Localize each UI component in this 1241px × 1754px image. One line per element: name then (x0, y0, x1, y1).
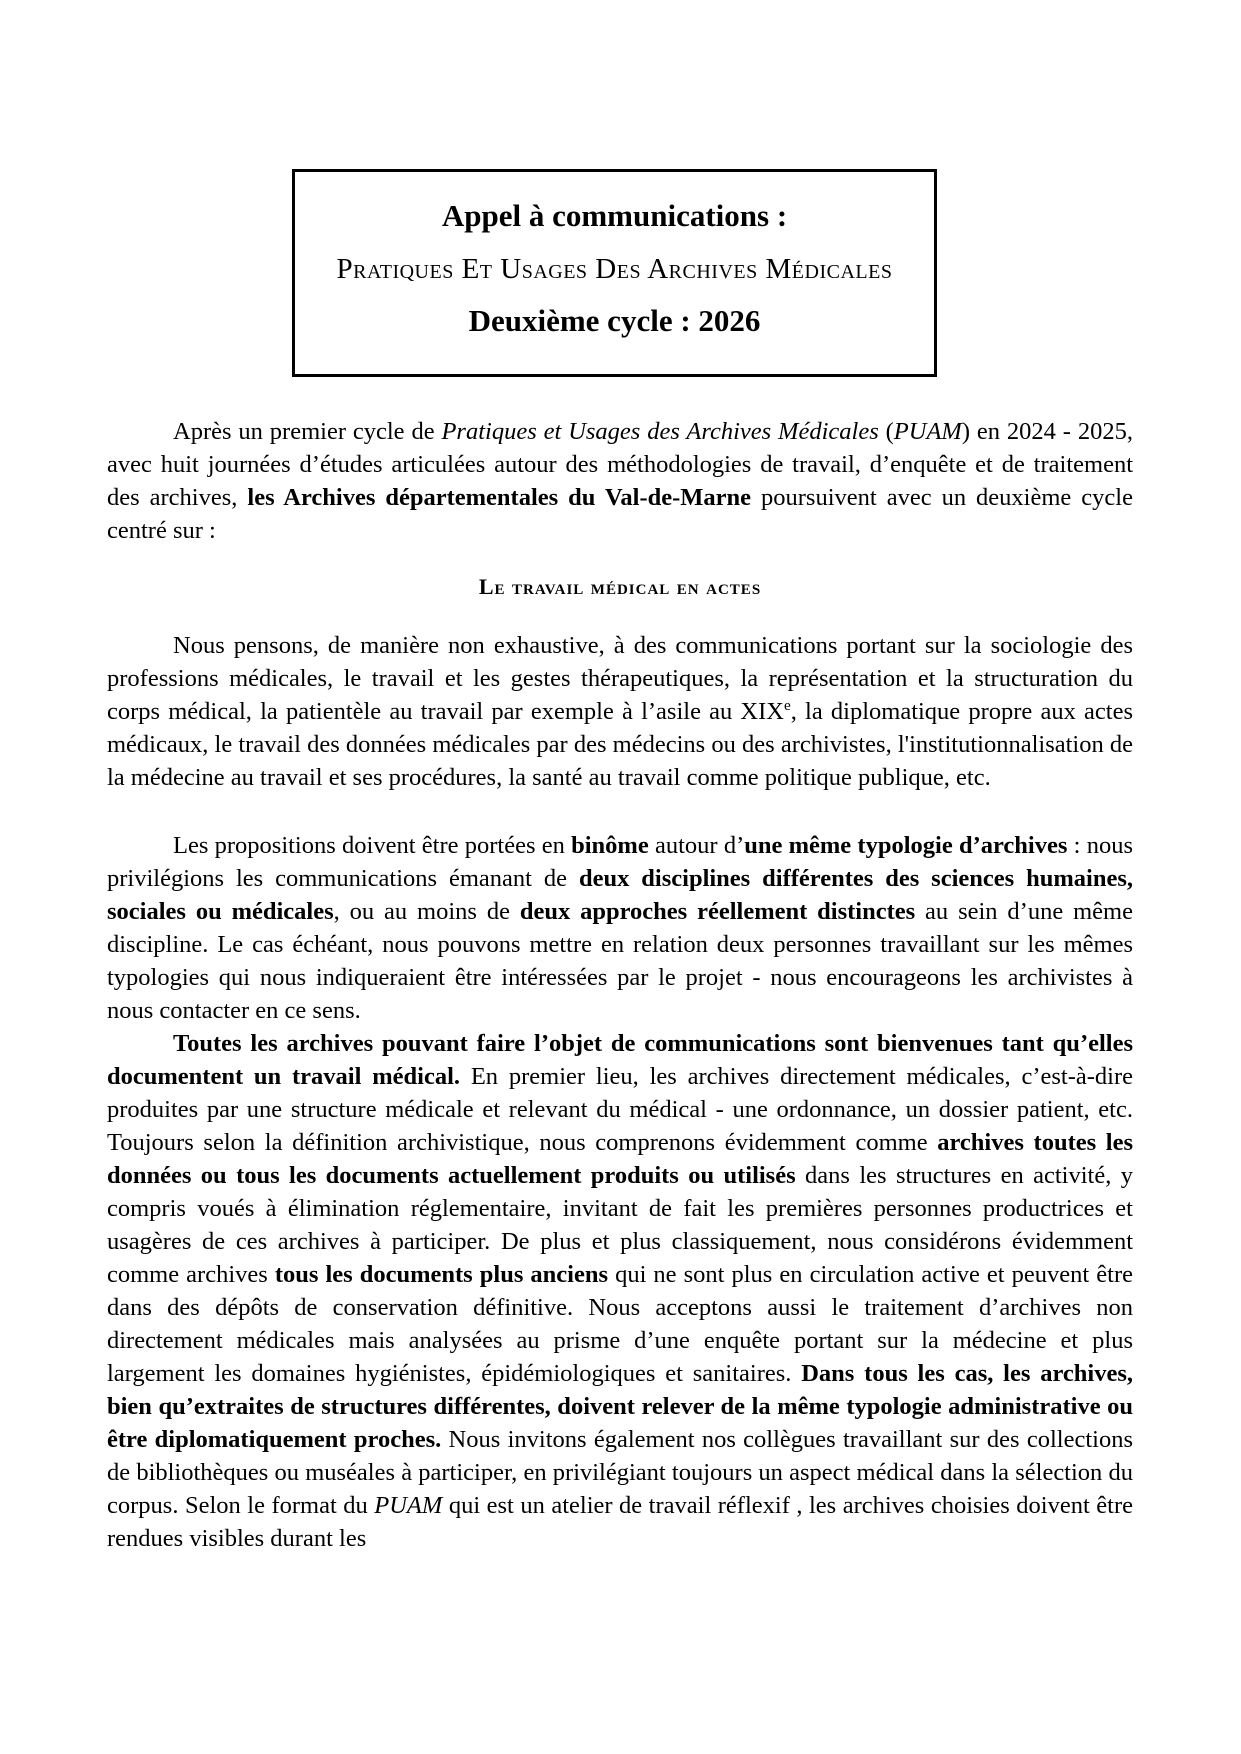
title-box (292, 169, 937, 377)
section-heading: Le travail médical en actes (478, 574, 762, 599)
paragraph-binome: Les propositions doivent être portées en binôme autour d’une même typologie d’archives : nous privilégions les communications émanant de deux disciplines différentes des sciences humaines, sociales ou médicales, ou au moins de deux approches réellement distinctes au sein d’une même discipline. Le cas échéant, nous pouvons mettre en relation deux personnes travaillant sur les mêmes typologies qui nous indiqueraient être intéressées par le projet - nous encourageons les archivistes à nous contacter en ce sens. (107, 832, 1134, 1024)
document-body (107, 415, 1133, 1555)
paragraph-archives-scope: Toutes les archives pouvant faire l’objet de communications sont bienvenues tant qu’elles documentent un travail médical. En premier lieu, les archives directement médicales, c’est-à-dire produites par une structure médicale et relevant du médical - une ordonnance, un dossier patient, etc. Toujours selon la définition archivistique, nous comprenons évidemment comme archives toutes les données ou tous les documents actuellement produits ou utilisés dans les structures en activité, y compris voués à élimination réglementaire, invitant de fait les premières personnes productrices et usagères de ces archives à participer. De plus et plus classiquement, nous considérons évidemment comme archives tous les documents plus anciens qui ne sont plus en circulation active et peuvent être dans des dépôts de conservation définitive. Nous acceptons aussi le traitement d’archives non directement médicales mais analysées au prisme d’une enquête portant sur la médecine et plus largement les domaines hygiénistes, épidémiologiques et sanitaires. Dans tous les cas, les archives, bien qu’extraites de structures différentes, doivent relever de la même typologie administrative ou être diplomatiquement proches. Nous invitons également nos collègues travaillant sur des collections de bibliothèques ou muséales à participer, en privilégiant toujours un aspect médical dans la sélection du corpus. Selon le format du PUAM qui est un atelier de travail réflexif , les archives choisies doivent être rendues visibles durant les (107, 1030, 1134, 1552)
paragraph-themes: Nous pensons, de manière non exhaustive, à des communications portant sur la sociologie des professions médicales, le travail et les gestes thérapeutiques, la représentation et la structuration du corps médical, la patientèle au travail par exemple à l’asile au XIXe, la diplomatique propre aux actes médicaux, le travail des données médicales par des médecins ou des archivistes, l'institutionnalisation de la médecine au travail et ses procédures, la santé au travail comme politique publique, etc. (107, 632, 1133, 791)
title-cycle: Deuxième cycle : 2026 (468, 303, 761, 338)
paragraph-intro: Après un premier cycle de Pratiques et Usages des Archives Médicales (PUAM) en 2024 - 2025, avec huit journées d’études articulées autour des méthodologies de travail, d’enquête et de traitement des archives, les Archives départementales du Val-de-Marne poursuivent avec un deuxième cycle centré sur : (107, 418, 1133, 544)
title-subtitle: Pratiques Et Usages Des Archives Médicales (336, 253, 893, 285)
title-main: Appel à communications : (441, 198, 788, 233)
